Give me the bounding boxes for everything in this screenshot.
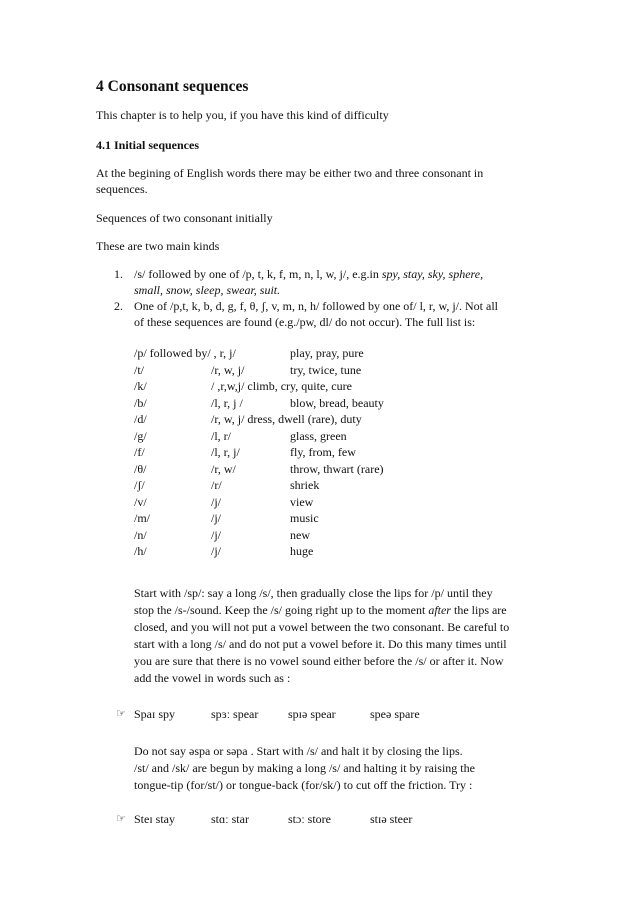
table-cell: /l, r/ bbox=[211, 429, 231, 443]
table-cell: /n/ bbox=[134, 528, 147, 542]
paragraph-line: start with a long /s/ and do not put a vowel before it. Do this many times until bbox=[134, 637, 507, 651]
drill-item: stɑː star bbox=[211, 812, 249, 826]
drill-item: spɪə spear bbox=[288, 707, 336, 721]
table-cell: /j/ bbox=[211, 511, 222, 525]
paragraph-line: you are sure that there is no vowel sound either before the /s/ or after it. Now bbox=[134, 654, 504, 668]
table-cell: /t/ bbox=[134, 363, 145, 377]
drill-item: stɪə steer bbox=[370, 812, 413, 826]
drill-item: stɔː store bbox=[288, 812, 331, 826]
list-item-line: One of /p,t, k, b, d, g, f, θ, ʃ, v, m, n, h/ followed by one of/ l, r, w, j/. Not all bbox=[134, 299, 498, 313]
paragraph-line bbox=[134, 603, 507, 617]
chapter-heading: 4 Consonant sequences bbox=[96, 78, 249, 95]
paragraph-line: tongue-tip (for/st/) or tongue-back (for/sk/) to cut off the friction. Try : bbox=[134, 778, 473, 792]
section-heading: 4.1 Initial sequences bbox=[96, 138, 200, 152]
text: stop the /s-/sound. Keep the /s/ going right up to the moment bbox=[134, 603, 429, 617]
table-cell: new bbox=[290, 528, 310, 542]
drill-item: Steɪ stay bbox=[134, 812, 175, 826]
table-cell: /h/ bbox=[134, 544, 147, 558]
table-cell: /g/ bbox=[134, 429, 147, 443]
table-cell: /θ/ bbox=[134, 462, 147, 476]
table-cell: huge bbox=[290, 544, 314, 558]
paragraph-line: add the vowel in words such as : bbox=[134, 671, 291, 685]
table-cell: /j/ bbox=[211, 528, 222, 542]
table-cell: /d/ bbox=[134, 412, 147, 426]
pointing-hand-icon: ☞ bbox=[116, 707, 126, 720]
table-cell: /ʃ/ bbox=[134, 478, 145, 492]
table-cell: /r/ bbox=[211, 478, 222, 492]
table-cell: view bbox=[290, 495, 314, 509]
drill-item: speə spare bbox=[370, 707, 420, 721]
list-number: 1. bbox=[114, 267, 123, 281]
table-cell: /f/ bbox=[134, 445, 145, 459]
table-cell: /r, w, j/ dress, dwell (rare), duty bbox=[211, 412, 362, 426]
table-cell: fly, from, few bbox=[290, 445, 356, 459]
table-cell: /l, r, j / bbox=[211, 396, 243, 410]
table-cell: try, twice, tune bbox=[290, 363, 362, 377]
table-cell: /v/ bbox=[134, 495, 147, 509]
emphasis-word: after bbox=[428, 603, 451, 617]
paragraph-line: closed, and you will not put a vowel between the two consonant. Be careful to bbox=[134, 620, 510, 634]
table-cell: /r, w, j/ bbox=[211, 363, 245, 377]
paragraph-line: Start with /sp/: say a long /s/, then gradually close the lips for /p/ until they bbox=[134, 586, 493, 600]
example-words: small, snow, sleep, swear, suit. bbox=[134, 283, 281, 297]
list-number: 2. bbox=[114, 299, 123, 313]
paragraph-line: At the begining of English words there may be either two and three consonant in bbox=[96, 166, 484, 180]
paragraph-line: sequences. bbox=[96, 182, 148, 196]
table-cell: /r, w/ bbox=[211, 462, 236, 476]
table-cell: / ,r,w,j/ climb, cry, quite, cure bbox=[211, 379, 352, 393]
drill-item: Spaɪ spy bbox=[134, 707, 176, 721]
table-cell: play, pray, pure bbox=[290, 346, 364, 360]
example-words: spy, stay, sky, sphere, bbox=[381, 267, 484, 281]
paragraph: These are two main kinds bbox=[96, 239, 220, 253]
drill-item: spɜː spear bbox=[211, 707, 259, 721]
table-cell: music bbox=[290, 511, 319, 525]
table-cell: blow, bread, beauty bbox=[290, 396, 384, 410]
table-cell: shriek bbox=[290, 478, 320, 492]
table-cell: /j/ bbox=[211, 495, 222, 509]
list-item-line: of these sequences are found (e.g./pw, dl/ do not occur). The full list is: bbox=[134, 315, 476, 329]
paragraph: Sequences of two consonant initially bbox=[96, 211, 273, 225]
table-cell: throw, thwart (rare) bbox=[290, 462, 384, 476]
table-cell: /k/ bbox=[134, 379, 147, 393]
pointing-hand-icon: ☞ bbox=[116, 812, 126, 825]
intro-text: This chapter is to help you, if you have this kind of difficulty bbox=[96, 108, 389, 122]
table-cell: /p/ followed by/ , r, j/ bbox=[134, 346, 236, 360]
list-item-line bbox=[134, 267, 483, 281]
table-cell: /b/ bbox=[134, 396, 147, 410]
paragraph-line: /st/ and /sk/ are begun by making a long /s/ and halting it by raising the bbox=[134, 761, 475, 775]
list-item-text: /s/ followed by one of /p, t, k, f, m, n, l, w, j/, e.g.in bbox=[134, 267, 382, 281]
table-cell: glass, green bbox=[290, 429, 347, 443]
table-cell: /l, r, j/ bbox=[211, 445, 240, 459]
table-cell: /m/ bbox=[134, 511, 151, 525]
paragraph-line: Do not say əspa or səpa . Start with /s/ and halt it by closing the lips. bbox=[134, 744, 463, 758]
text: the lips are bbox=[450, 603, 507, 617]
table-cell: /j/ bbox=[211, 544, 222, 558]
